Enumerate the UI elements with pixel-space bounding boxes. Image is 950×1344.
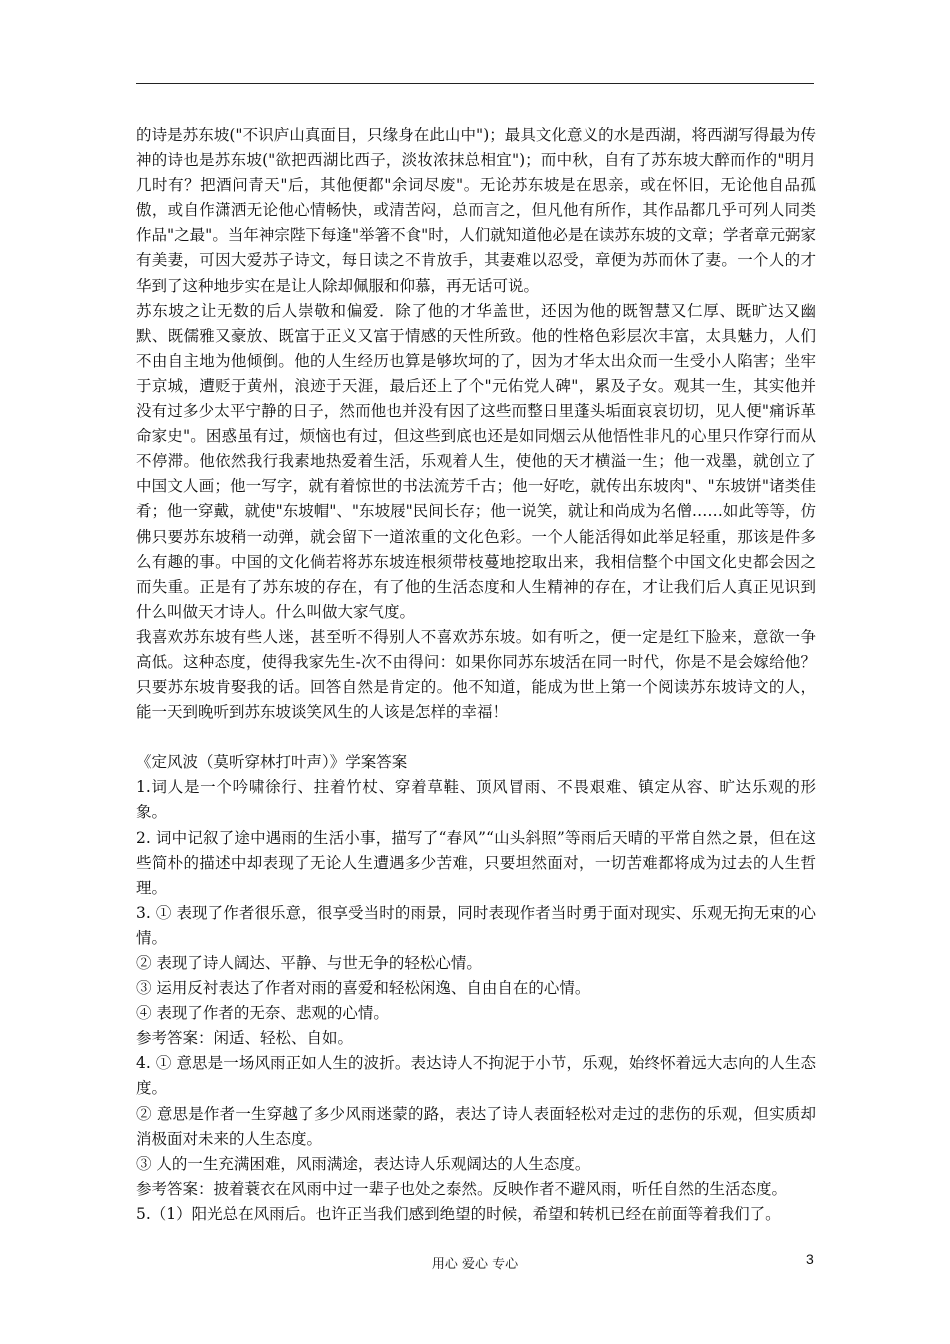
answer-item: 参考答案：披着蓑衣在风雨中过一辈子也处之泰然。反映作者不避风雨，听任自然的生活态度。	[136, 1179, 788, 1198]
answer-title: 《定风波（莫听穿林打叶声）》学案答案	[136, 753, 408, 772]
header-rule	[136, 83, 814, 84]
essay-paragraph: 的诗是苏东坡("不识庐山真面目，只缘身在此山中")；最具文化意义的水是西湖，将西湖写得最为传神的诗也是苏东坡("欲把西湖比西子，淡妆浓抹总相宜")；而中秋，自有了苏东坡大醉而作的"明月几时有？把酒问青天"后，其他便都"余词尽废"。无论苏东坡是在思亲，或在怀旧，无论他自品孤傲，或自作潇洒无论他心情畅快，或清苦闷，总而言之，但凡他有所作，其作品都几乎可列人同类作品"之最"。当年神宗陛下每逢"举箸不食"时，人们就知道他必是在读苏东坡的文章；学者章元弼家有美妻，可因大爱苏子诗文，每日读之不肯放手，其妻难以忍受，章便为苏而休了妻。一个人的才华到了这种地步实在是让人除却佩服和仰慕，再无话可说。	[136, 126, 816, 295]
answer-item: ② 表现了诗人阔达、平静、与世无争的轻松心情。	[136, 954, 482, 972]
answer-item: 4. ① 意思是一场风雨正如人生的波折。表达诗人不拘泥于小节，乐观，始终怀着远大志向的人生态度。	[136, 1054, 816, 1098]
answer-item: ② 意思是作者一生穿越了多少风雨迷蒙的路，表达了诗人表面轻松对走过的悲伤的乐观，但实质却消极面对未来的人生态度。	[136, 1104, 816, 1148]
footer-motto: 用心 爱心 专心	[431, 1257, 519, 1272]
answer-item: ③ 人的一生充满困难，风雨满途，表达诗人乐观阔达的人生态度。	[136, 1154, 591, 1173]
answer-item: ④ 表现了作者的无奈、悲观的心情。	[136, 1004, 389, 1023]
answer-item: 参考答案：闲适、轻松、自如。	[136, 1029, 354, 1048]
answer-item: ③ 运用反衬表达了作者对雨的喜爱和轻松闲逸、自由自在的心情。	[136, 979, 591, 998]
answer-item: 3. ① 表现了作者很乐意，很享受当时的雨景，同时表现作者当时勇于面对现实、乐观无拘无束的心情。	[136, 903, 816, 947]
essay-paragraph: 我喜欢苏东坡有些人迷，甚至听不得别人不喜欢苏东坡。如有听之，便一定是红下脸来，意欲一争高低。这种态度，使得我家先生-次不由得问：如果你同苏东坡活在同一时代，你是不是会嫁给他？只要苏东坡肯娶我的话。回答自然是肯定的。他不知道，能成为世上第一个阅读苏东坡诗文的人，能一天到晚听到苏东坡谈笑风生的人该是怎样的幸福！	[136, 627, 816, 722]
answer-item: 1.词人是一个吟啸徐行、拄着竹杖、穿着草鞋、顶风冒雨、不畏艰难、镇定从容、旷达乐观的形象。	[136, 778, 816, 822]
section-gap	[136, 725, 816, 750]
page-number: 3	[806, 1251, 814, 1267]
page-body	[136, 123, 816, 1227]
answer-item: 5.（1）阳光总在风雨后。也许正当我们感到绝望的时候，希望和转机已经在前面等着我们了。	[136, 1204, 781, 1223]
essay-paragraph: 苏东坡之让无数的后人崇敬和偏爱．除了他的才华盖世，还因为他的既智慧又仁厚、既旷达又幽默、既儒雅又豪放、既富于正义又富于情感的天性所致。他的性格色彩层次丰富，太具魅力，人们不由自主地为他倾倒。他的人生经历也算是够坎坷的了，因为才华太出众而一生受小人陷害；坐牢于京城，遭贬于黄州，浪迹于天涯，最后还上了个"元佑党人碑"，累及子女。观其一生，其实他并没有过多少太平宁静的日子，然而他也并没有因了这些而整日里蓬头垢面哀哀切切，见人便"痛诉革命家史"。困惑虽有过，烦恼也有过，但这些到底也还是如同烟云从他悟性非凡的心里只作穿行而从不停滞。他依然我行我素地热爱着生活，乐观着人生，使他的天才横溢一生；他一戏墨，就创立了中国文人画；他一写字，就有着惊世的书法流芳千古；他一好吃，就传出东坡肉"、"东坡饼"诸类佳肴；他一穿戴，就使"东坡帽"、"东坡屐"民间长存；他一说笑，就让和尚成为名僧……如此等等，仿佛只要苏东坡稍一动弹，就会留下一道浓重的文化色彩。一个人能活得如此举足轻重，那该是件多么有趣的事。中国的文化倘若将苏东坡连根须带枝蔓地挖取出来，我相信整个中国文化史都会因之而失重。正是有了苏东坡的存在，有了他的生活态度和人生精神的存在，才让我们后人真正见识到什么叫做天才诗人。什么叫做大家气度。	[136, 301, 816, 621]
answer-item: 2. 词中记叙了途中遇雨的生活小事，描写了“春风”“山头斜照”等雨后天晴的平常自然之景，但在这些简朴的描述中却表现了无论人生遭遇多少苦难，只要坦然面对，一切苦难都将成为过去的人生哲理。	[136, 828, 816, 897]
